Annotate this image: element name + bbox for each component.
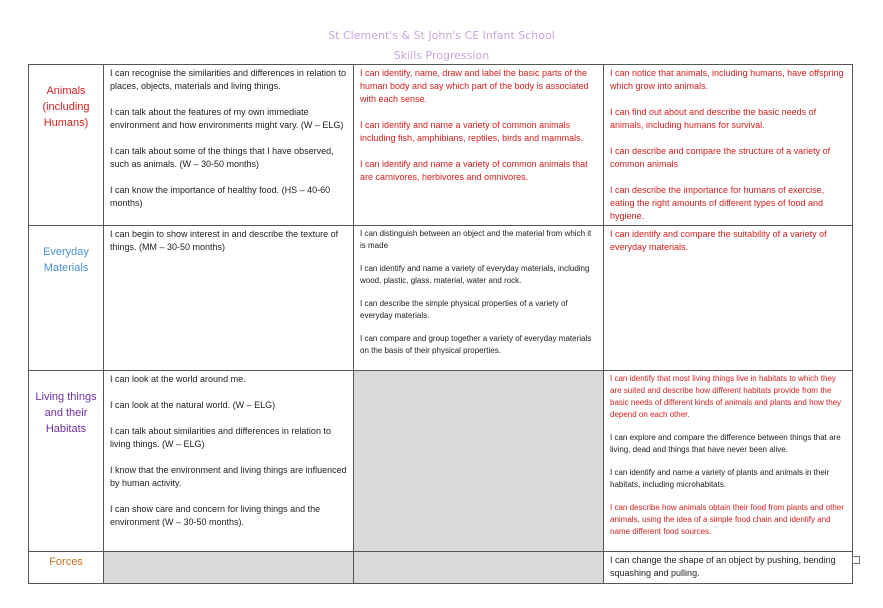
statement: I can identify that most living things live in habitats to which they are suited and describe how different habitats provide from the basic needs of different kinds of animals and plants and how they depend on each other. [610,374,842,419]
cell-living-year2 [604,371,853,552]
statement: I can find out about and describe the basic needs of animals, including humans for survival. [610,107,817,130]
statement: I can identify, name, draw and label the basic parts of the human body and say which part of the body is associated with each sense. [360,68,589,104]
table-row-living-things [29,371,853,552]
statement: I can identify and name a variety of common animals including fish, amphibians, reptiles, birds and mammals. [360,120,584,143]
cell-animals-eyfs [104,65,354,226]
statement: I can describe how animals obtain their food from plants and other animals, using the idea of a simple food chain and identify and name different food sources. [610,503,844,536]
statement: I can notice that animals, including humans, have offspring which grow into animals. [610,68,844,91]
statement: I can change the shape of an object by pushing, bending squashing and pulling. [610,555,836,578]
statement: I can talk about the features of my own immediate environment and how environments might vary. (W – ELG) [110,107,344,130]
statement: I can compare and group together a variety of everyday materials on the basis of their physical properties. [360,334,592,355]
statement: I can recognise the similarities and differences in relation to places, objects, materials and living things. [110,68,346,91]
statement: I can identify and compare the suitability of a variety of everyday materials. [610,229,827,252]
table-row-animals [29,65,853,226]
skills-table [28,64,853,584]
table-row-forces [29,552,853,584]
statement: I can look at the natural world. (W – ELG) [110,400,276,410]
school-title: St Clement's & St John's CE Infant School [328,29,555,42]
statement: I can show care and concern for living things and the environment (W – 30-50 months). [110,504,321,527]
statement: I can distinguish between an object and the material from which it is made [360,229,592,250]
cell-forces-year1-empty [354,552,604,584]
cell-materials-year1 [354,226,604,371]
row-heading-animals: Animals (including Humans) [29,65,104,226]
statement: I can describe the simple physical properties of a variety of everyday materials. [360,299,568,320]
statement: I can know the importance of healthy food. (HS – 40-60 months) [110,185,331,208]
statement: I can look at the world around me. [110,374,246,384]
row-heading-living-things: Living things and their Habitats [29,371,104,552]
statement: I can explore and compare the difference between things that are living, dead and things that have never been alive. [610,433,841,454]
statement: I can describe the importance for humans of exercise, eating the right amounts of different types of food and hygiene. [610,185,825,221]
statement: I can talk about some of the things that I have observed, such as animals. (W – 30-50 months) [110,146,334,169]
cell-forces-year2 [604,552,853,584]
row-heading-forces: Forces [29,552,104,584]
statement: I can describe and compare the structure of a variety of common animals [610,146,831,169]
cell-animals-year2 [604,65,853,226]
statement: I know that the environment and living things are influenced by human activity. [110,465,347,488]
statement: I can identify and name a variety of plants and animals in their habitats, including microhabitats. [610,468,830,489]
cell-animals-year1 [354,65,604,226]
statement: I can talk about similarities and differences in relation to living things. (W – ELG) [110,426,331,449]
row-heading-materials: Everyday Materials [29,226,104,371]
table-resize-handle[interactable] [852,556,860,564]
table-row-materials [29,226,853,371]
cell-living-year1-empty [354,371,604,552]
statement: I can identify and name a variety of common animals that are carnivores, herbivores and omnivores. [360,159,588,182]
cell-forces-eyfs-empty [104,552,354,584]
cell-materials-year2 [604,226,853,371]
page-subtitle: Skills Progression [393,49,490,62]
statement: I can identify and name a variety of everyday materials, including wood, plastic, glass, material, water and rock. [360,264,590,285]
statement: I can begin to show interest in and describe the texture of things. (MM – 30-50 months) [110,229,339,252]
cell-materials-eyfs [104,226,354,371]
cell-living-eyfs [104,371,354,552]
